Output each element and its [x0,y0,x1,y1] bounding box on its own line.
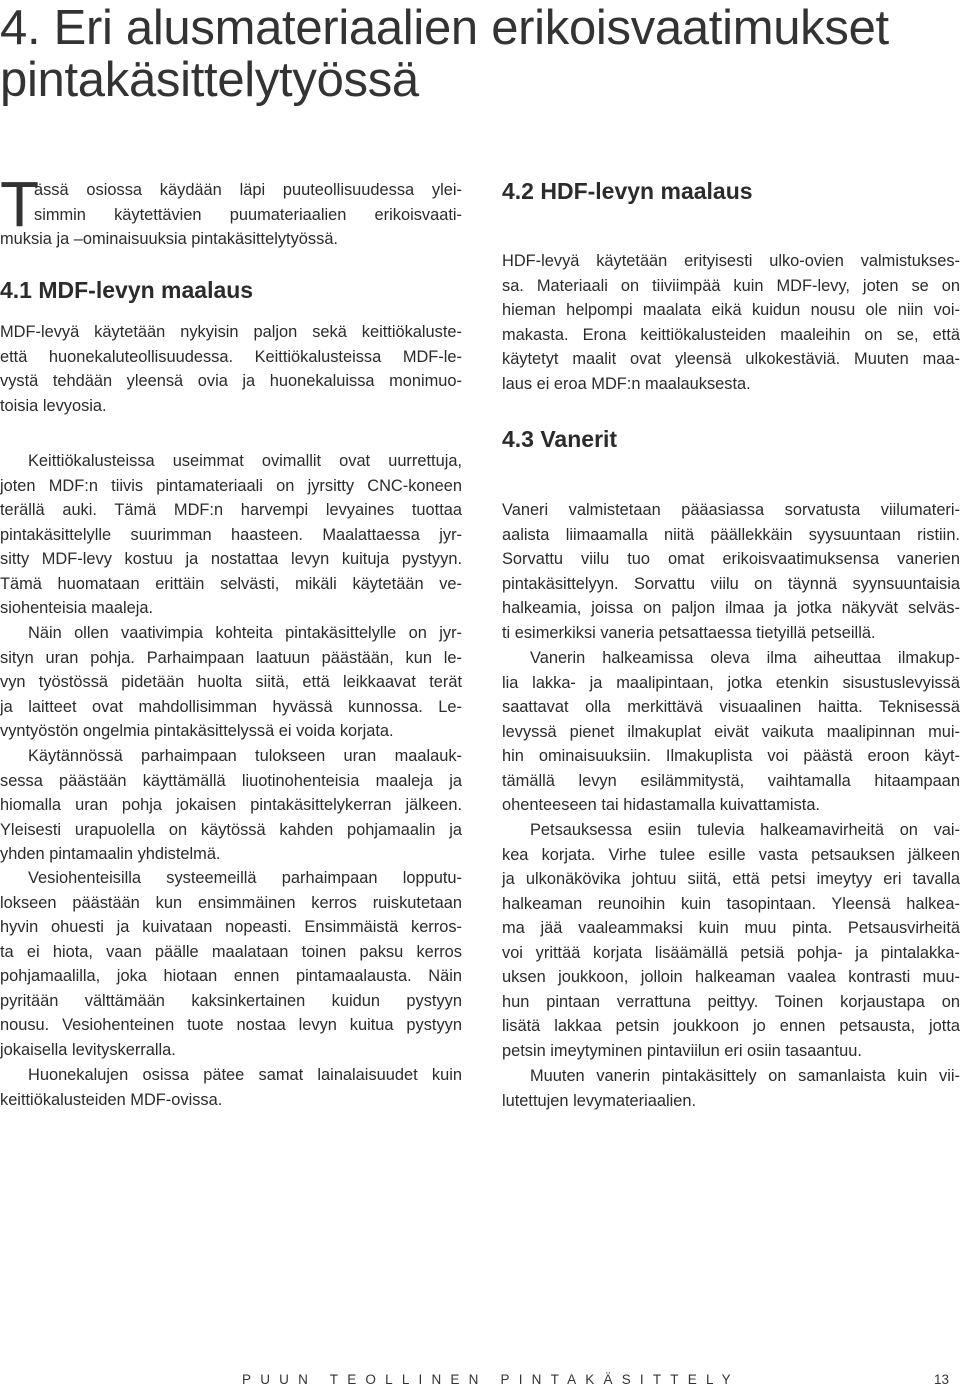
intro-paragraph [0,168,462,252]
text-line: vystä tehdään yleensä ovia ja huonekaluissa monimuo- [0,372,462,390]
text-line: pyritään välttämään kaksinkertainen kuidun pystyyn [0,991,462,1010]
text-line: ässä osiossa käydään läpi puuteollisuudessa ylei- [34,181,462,199]
text-line: siohenteisia maaleja. [0,599,154,617]
text-line: saattavat olla merkittävä visuaalinen haitta. Teknisessä [502,698,960,716]
text-line: vyntyöstön ongelmia pintakäsittelyssä ei voida korjata. [0,722,394,740]
text-line: keittiökalusteiden MDF-ovissa. [0,1090,223,1109]
paragraph [502,646,960,818]
paragraph [0,1063,462,1112]
text-line: lokseen päästään kun ensimmäinen kerros ruiskutetaan [0,893,462,912]
text-line: pintakäsittelyyn. Sorvattu viilu on täynnä syynsuuntaisia [502,574,960,593]
page-number: 13 [934,1372,950,1387]
paragraph [502,818,960,1063]
text-line: simmin käytettävien puumateriaalien erikoisvaati- [34,205,462,224]
drop-cap: T [0,168,40,240]
text-line: toisia levyosia. [0,396,107,415]
text-line: HDF-levyä käytetään erityisesti ulko-ovien valmistukses- [502,252,960,270]
text-line: Tämä huomataan erittäin selvästi, mikäli käytetään ve- [0,574,462,593]
text-line: vyn työstössä pidetään huolta siitä, että leikkaavat terät [0,673,462,691]
paragraph [0,621,462,744]
text-line: sitty MDF-levy kostuu ja nostattaa levyn kuituja pystyyn. [0,550,462,568]
text-line: kea korjata. Virhe tulee esille vasta petsauksen jälkeen [502,845,960,864]
text-line: ma jää vaaleammaksi kuin muu pinta. Petsausvirheitä [502,919,960,937]
section-heading-hdf: 4.2 HDF-levyn maalaus [502,178,753,204]
text-line: ja laitteet ovat mahdollisimman hyvässä kunnossa. Le- [0,697,462,716]
text-line: lisätä lakkaa petsin joukkoon jo ennen petsausta, jotta [502,1017,960,1035]
text-line: Yleisesti urapuolella on käytössä kahden pohjamaalin ja [0,820,462,839]
text-line: ja ulkonäkövika johtuu siitä, että petsi imeytyy eri tavalla [502,870,960,888]
text-line: Vaneri valmistetaan pääasiassa sorvatusta viilumateri- [502,501,960,519]
text-line: jokaisella levityskerralla. [0,1040,176,1059]
text-line: sessa päästään käyttämällä liuotinohenteisia maaleja ja [0,771,462,790]
text-line: laus ei eroa MDF:n maalauksesta. [502,374,751,393]
text-line: muksia ja –ominaisuuksia pintakäsittelytyössä. [0,230,338,248]
page-title [0,2,960,106]
text-line: pohjamaalilla, joka hiotaan ennen pintamaalausta. Näin [0,967,462,985]
text-line: Huonekalujen osissa pätee samat lainalaisuudet kuin [28,1066,462,1084]
text-line: sa. Materiaali on tiiviimpää kuin MDF-levy, joten se on [502,276,960,295]
text-line: lutettujen levymateriaalien. [502,1091,697,1110]
text-line: joten MDF:n tiivis pintamateriaali on jyrsitty CNC-koneen [0,476,462,495]
text-line: levyssä pienet ilmakuplat eivät vaikuta maalipinnan mui- [502,722,960,741]
text-line: hyvin ohuesti ja kuivataan nopeasti. Ensimmäistä kerros- [0,918,462,936]
text-line: ta ei hiota, vaan päälle maalataan toinen paksu kerros [0,942,462,961]
text-line: MDF-levyä käytetään nykyisin paljon sekä keittiökaluste- [0,323,462,341]
text-line: pintakäsittelylle suurimman haasteen. Maalattaessa jyr- [0,525,462,544]
text-line: halkeamia, joissa on paljon ilmaa ja jotka näkyvät selväs- [502,599,960,617]
text-line: aalista liimaamalla niitä päällekkäin syysuuntaan ristiin. [502,525,960,544]
text-line: makasta. Erona keittiökalusteiden maaleihin on se, että [502,325,960,344]
text-line: nousu. Vesiohenteinen tuote nostaa levyn kuitua pystyyn [0,1016,462,1034]
text-line: ti esimerkiksi vaneria petsattaessa tietyillä petseillä. [502,623,876,642]
text-line: Käytännössä parhaimpaan tulokseen uran maalauk- [28,747,462,765]
paragraph [502,1064,960,1113]
paragraph [0,449,462,621]
text-line: lia lakka- ja maalipintaan, jotka etenkin sisustuslevyissä [502,673,960,692]
text-line: Näin ollen vaativimpia kohteita pintakäsittelylle on jyr- [28,624,462,642]
text-line: uksen joukkoon, jolloin halkeaman vaalea kontrasti muu- [502,968,960,986]
paragraph [0,744,462,867]
text-line: sityn uran pohja. Parhaimpaan laatuun päästään, kun le- [0,648,462,667]
text-line: halkeaman reunoihin kuin tasopintaan. Yleensä halkea- [502,894,960,913]
text-line: yhden pintamaalin yhdistelmä. [0,845,221,863]
text-line: terällä auki. Tämä MDF:n harvempi levyaines tuottaa [0,501,462,519]
text-line: voi yrittää korjata lisäämällä petsiä pohja- ja pintalakka- [502,943,960,962]
title-line-2: pintakäsittelytyössä [0,53,419,107]
section-heading-mdf: 4.1 MDF-levyn maalaus [0,277,254,303]
title-line-1: 4. Eri alusmateriaalien erikoisvaatimukset [0,1,889,55]
text-line: hin ominaisuuksiin. Ilmakuplista voi päästä eroon käyt- [502,747,960,765]
text-line: hun pintaan verrattuna peittyy. Toinen korjaustapa on [502,992,960,1011]
text-line: Sorvattu viilu tuo omat erikoisvaatimuksensa vanerien [502,550,960,568]
text-line: että huonekaluteollisuudessa. Keittiökalusteissa MDF-le- [0,347,462,366]
text-line: tämällä levyn esilämmitystä, vaihtamalla hitaampaan [502,771,960,790]
text-line: petsin imeytyminen pintaviilun eri osiin tasaantuu. [502,1041,862,1060]
text-line: Vesiohenteisilla systeemeillä parhaimpaan lopputu- [28,869,462,887]
text-line: Keittiökalusteissa useimmat ovimallit ovat uurrettuja, [28,452,462,470]
paragraph [502,249,960,396]
paragraph [502,498,960,645]
paragraph [0,320,462,418]
text-line: hieman helpompi maalata eikä kuidun nousu ole niin voi- [502,301,960,319]
text-line: hiomalla uran pohja jokaisen pintakäsittelykerran jälkeen. [0,796,462,814]
text-line: Petsauksessa esiin tulevia halkeamavirheitä on vai- [530,821,960,839]
paragraph [0,866,462,1062]
text-line: Vanerin halkeamissa oleva ilma aiheuttaa ilmakup- [530,649,960,667]
text-line: ohenteeseen tai hidastamalla kuivattamista. [502,796,820,814]
running-footer: PUUN TEOLLINEN PINTAKÄSITTELY [242,1372,740,1387]
text-line: käytetyt maalit ovat yleensä ulkokestäviä. Muuten maa- [502,350,960,368]
text-line: Muuten vanerin pintakäsittely on samanlaista kuin vii- [530,1067,960,1085]
section-heading-vanerit: 4.3 Vanerit [502,426,618,452]
